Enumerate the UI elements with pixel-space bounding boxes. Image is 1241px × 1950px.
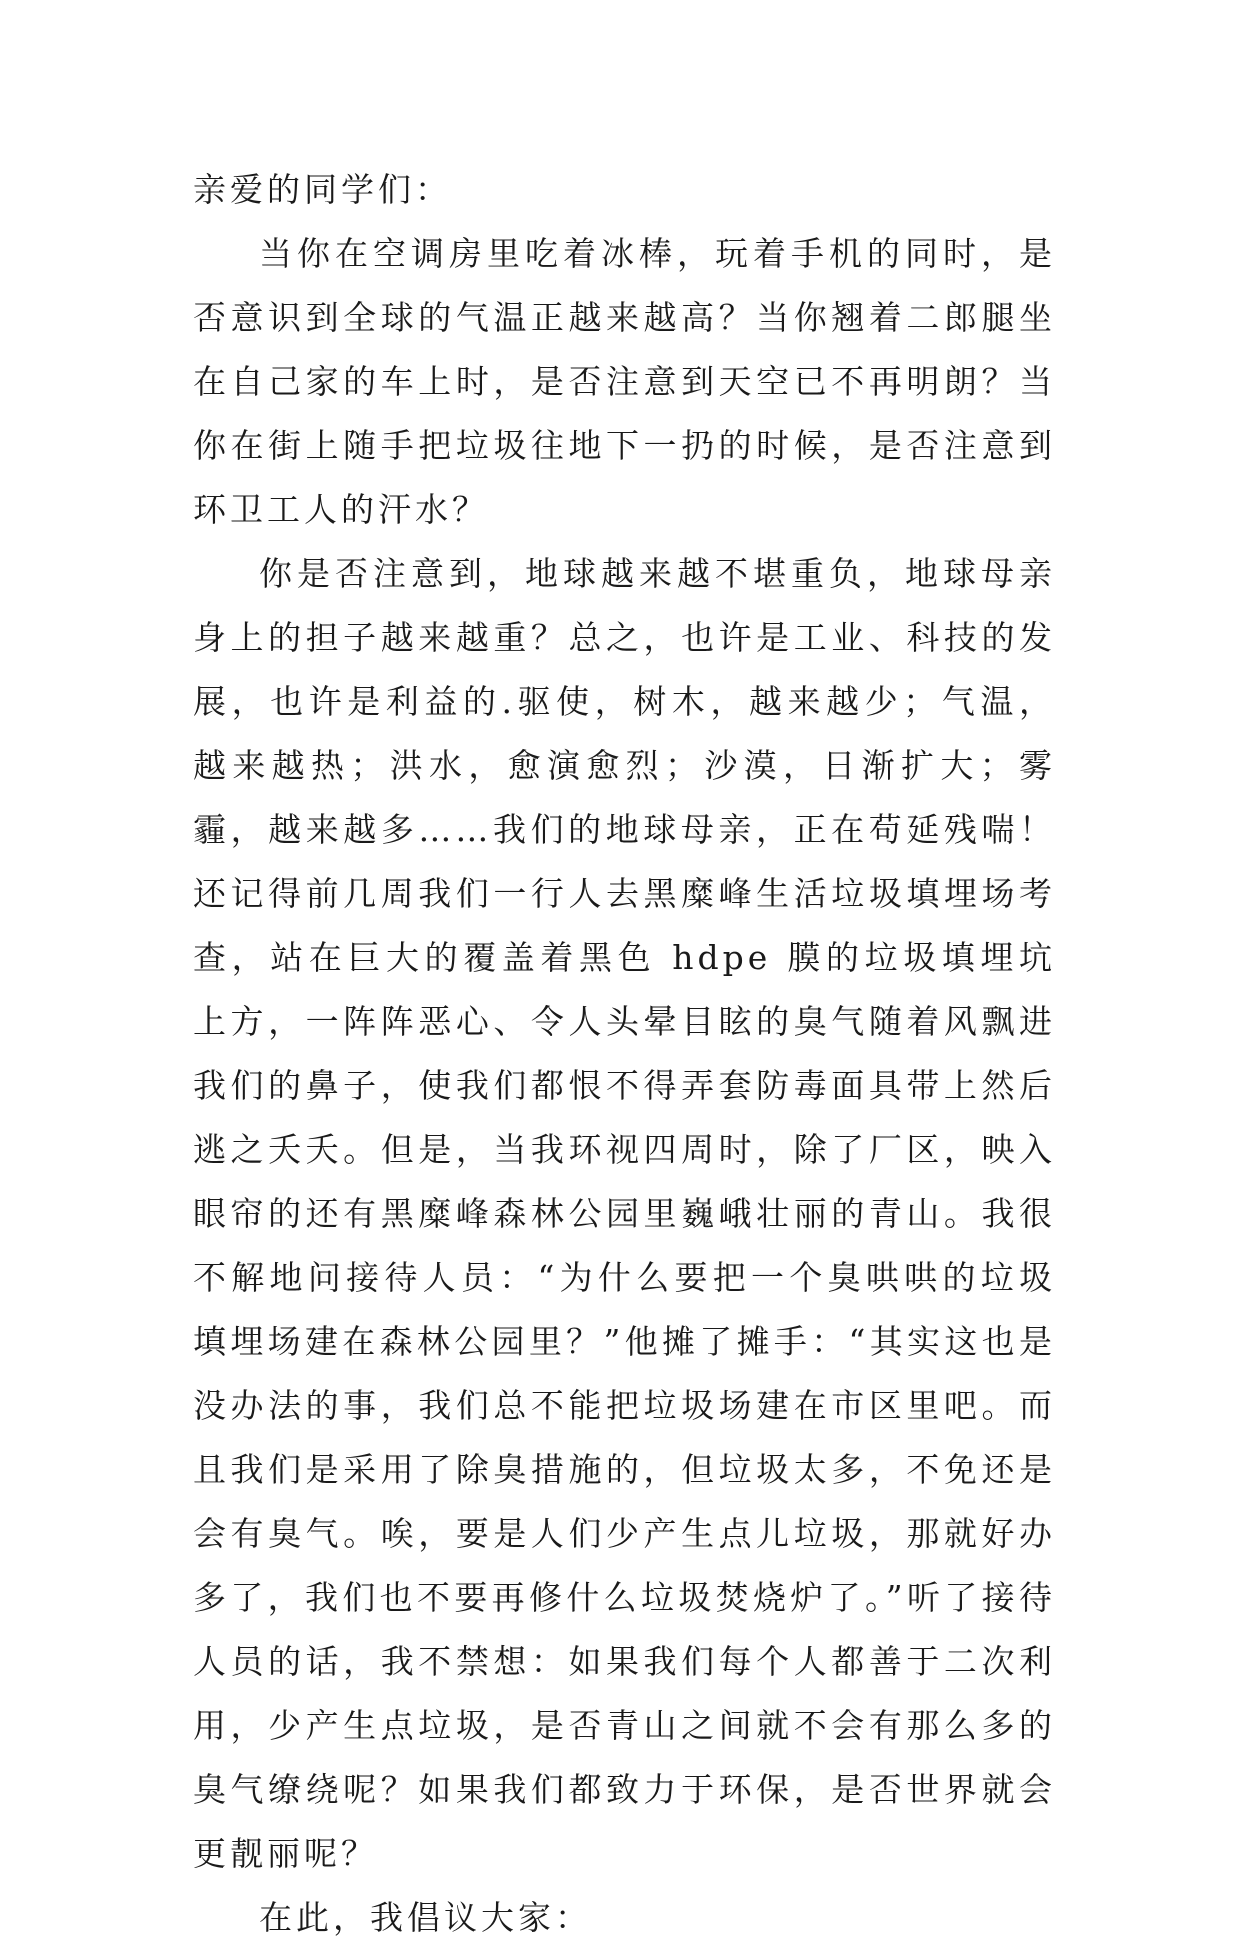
paragraph-3: 在此，我倡议大家：	[259, 1898, 592, 1937]
document-page	[193, 158, 1056, 1950]
salutation: 亲爱的同学们：	[193, 170, 452, 209]
paragraph-1: 当你在空调房里吃着冰棒，玩着手机的同时，是否意识到全球的气温正越来越高？当你翘着二郎腿坐在自己家的车上时，是否注意到天空已不再明朗？当你在街上随手把垃圾往地下一扔的时候，是否注意到环卫工人的汗水？	[193, 234, 1056, 529]
paragraph-2: 你是否注意到，地球越来越不堪重负，地球母亲身上的担子越来越重？总之，也许是工业、科技的发展，也许是利益的.驱使，树木，越来越少；气温，越来越热；洪水，愈演愈烈；沙漠，日渐扩大；雾霾，越来越多……我们的地球母亲，正在苟延残喘！还记得前几周我们一行人去黑糜峰生活垃圾填埋场考查，站在巨大的覆盖着黑色 hdpe 膜的垃圾填埋坑上方，一阵阵恶心、令人头晕目眩的臭气随着风飘进我们的鼻子，使我们都恨不得弄套防毒面具带上然后逃之夭夭。但是，当我环视四周时，除了厂区，映入眼帘的还有黑糜峰森林公园里巍峨壮丽的青山。我很不解地问接待人员：“为什么要把一个臭哄哄的垃圾填埋场建在森林公园里？”他摊了摊手：“其实这也是没办法的事，我们总不能把垃圾场建在市区里吧。而且我们是采用了除臭措施的，但垃圾太多，不免还是会有臭气。唉，要是人们少产生点儿垃圾，那就好办多了，我们也不要再修什么垃圾焚烧炉了。”听了接待人员的话，我不禁想：如果我们每个人都善于二次利用，少产生点垃圾，是否青山之间就不会有那么多的臭气缭绕呢？如果我们都致力于环保，是否世界就会更靓丽呢？	[193, 554, 1056, 1873]
